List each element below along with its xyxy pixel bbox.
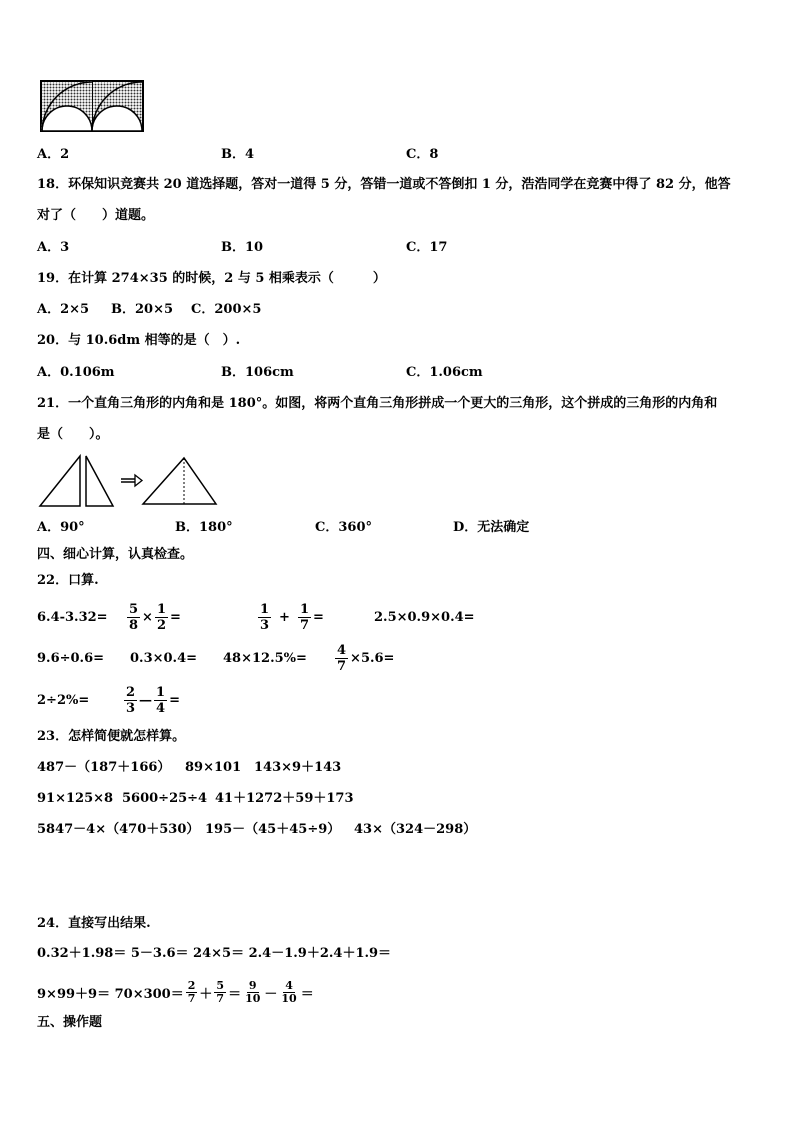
q23-r1c3: 143×9＋143 [254,760,342,775]
q19-option-a[interactable]: A．2×5 [37,302,90,317]
q21-option-b[interactable]: B．180° [175,520,233,535]
q24-line2: 9×99＋9＝ 70×300＝ $\frac{2}{7}$ ＋ $\frac{5}{7}$ ＝ $\frac{9}{10}$ － $\frac{4}{10}$ ＝ [37,978,314,1005]
q23-r1c1: 487－（187＋166） [37,760,171,775]
q23-r3c1: 5847－4×（470＋530） [37,822,200,837]
q23-r3c3: 43×（324－298） [354,822,477,837]
q20-option-c[interactable]: C．1.06cm [406,365,483,380]
q19-option-b[interactable]: B．20×5 [111,302,174,317]
q18-option-a[interactable]: A．3 [37,240,70,255]
q21-triangles-figure [38,454,228,508]
q20-option-a[interactable]: A．0.106m [37,365,115,380]
q19-option-c[interactable]: C．200×5 [191,302,262,317]
q21-option-a[interactable]: A．90° [37,520,85,535]
q17-option-c[interactable]: C．8 [406,147,439,162]
q17-option-a[interactable]: A．2 [37,147,70,162]
q24-line1: 0.32＋1.98＝ 5－3.6＝ 24×5＝ 2.4－1.9＋2.4＋1.9＝ [37,946,392,961]
q21-question-line2: 是（ ）。 [37,427,109,442]
q22-r2c3: 48×12.5%= [223,650,307,666]
q22-r1c3: $\frac{1}{3}$ + $\frac{1}{7}$ = [260,601,324,633]
q22-r3c2: $\frac{2}{3}$ — $\frac{1}{4}$ = [126,684,180,716]
q24-title: 24．直接写出结果. [37,916,151,931]
q21-option-d[interactable]: D．无法确定 [453,520,530,535]
q20-question: 20．与 10.6dm 相等的是（ ）. [37,333,241,348]
q21-option-c[interactable]: C．360° [315,520,372,535]
arrow-right-icon [121,475,142,486]
q21-question-line1: 21．一个直角三角形的内角和是 180°。如图，将两个直角三角形拼成一个更大的三角形，这个拼成的三角形的内角和 [37,396,718,411]
q18-question-line2: 对了（ ）道题。 [37,208,155,223]
q22-r3c1: 2÷2%= [37,692,90,708]
q22-title: 22．口算. [37,573,99,588]
q20-option-b[interactable]: B．106cm [221,365,294,380]
q23-title: 23．怎样简便就怎样算。 [37,729,186,744]
q23-r2c3: 41＋1272＋59＋173 [215,791,354,806]
q18-option-c[interactable]: C．17 [406,240,448,255]
q19-question: 19．在计算 274×35 的时候，2 与 5 相乘表示（ ） [37,271,386,286]
q17-option-b[interactable]: B．4 [221,147,255,162]
q22-r2c1: 9.6÷0.6= [37,650,105,666]
q18-question-line1: 18．环保知识竞赛共 20 道选择题，答对一道得 5 分，答错一道或不答倒扣 1 分，浩浩同学在竞赛中得了 82 分，他答 [37,177,731,192]
q23-r2c1: 91×125×8 [37,791,114,806]
q23-r1c2: 89×101 [185,760,242,775]
section-4-title: 四、细心计算，认真检查。 [37,547,194,562]
q22-r1c2: $\frac{5}{8}$ × $\frac{1}{2}$ = [129,601,181,633]
q18-option-b[interactable]: B．10 [221,240,264,255]
q23-r2c2: 5600÷25÷4 [122,791,208,806]
section-5-title: 五、操作题 [37,1015,103,1030]
q17-figure [40,80,150,136]
q22-r1c1: 6.4-3.32= [37,609,108,625]
q22-r2c2: 0.3×0.4= [130,650,198,666]
q22-r1c4: 2.5×0.9×0.4= [374,609,475,625]
q23-r3c2: 195－（45＋45÷9） [205,822,341,837]
q22-r2c4: $\frac{4}{7}$ ×5.6= [337,642,395,674]
